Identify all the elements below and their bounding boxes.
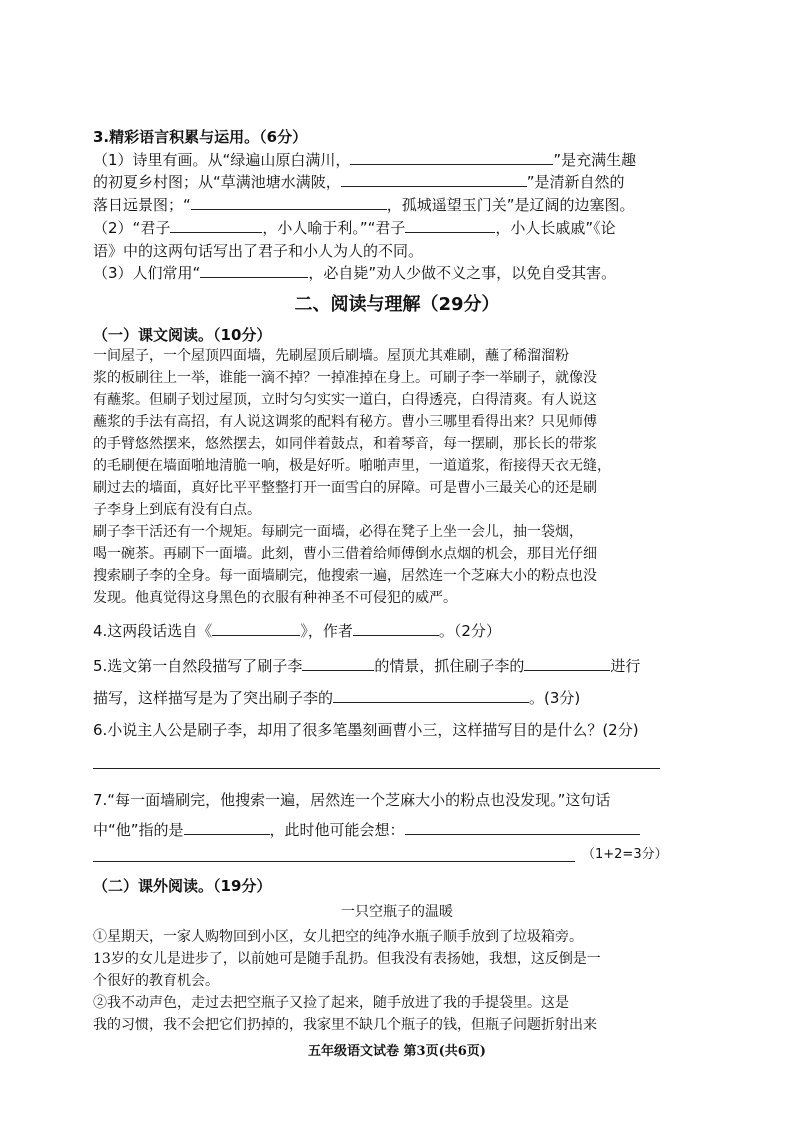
q5-text-a: 5.选文第一自然段描写了刷子李 xyxy=(93,657,303,675)
part-1-title: （一）课文阅读。（10分） xyxy=(93,326,272,344)
q7-line-2 xyxy=(93,820,640,840)
q3-line-2-text-a: 的初夏乡村图；从“草满池塘水满陂， xyxy=(93,173,341,191)
answer-blank[interactable] xyxy=(170,218,262,233)
answer-blank[interactable] xyxy=(333,688,529,703)
passage-line: 喝一碗茶。再刷下一面墙。此刻，曹小三借着给师傅倒水点烟的机会，那目光仔细 xyxy=(93,546,597,562)
answer-blank[interactable] xyxy=(524,656,610,671)
q3-line-6-text-a: （3）人们常用“ xyxy=(93,264,201,282)
passage-line: 的毛刷便在墙面啪地清脆一响，极是好听。啪啪声里，一道道浆，衔接得天衣无缝， xyxy=(93,458,611,474)
q7-text-c: ，此时他可能会想： xyxy=(269,821,405,839)
answer-blank[interactable] xyxy=(405,820,640,835)
q3-line-3-text-b: ，孤城遥望玉门关”是辽阔的边塞图。 xyxy=(386,196,635,214)
passage-line: 发现。他真觉得这身黑色的衣服有种神圣不可侵犯的威严。 xyxy=(93,590,457,606)
passage-line: 一间屋子，一个屋顶四面墙，先刷屋顶后刷墙。屋顶尤其难刷，蘸了稀溜溜粉 xyxy=(93,348,569,364)
passage-line: 刷过去的墙面，真好比平平整整打开一面雪白的屏障。可是曹小三最关心的还是刷 xyxy=(93,480,597,496)
q5-text-b: 的情景，抓住刷子李的 xyxy=(374,657,525,675)
part-2-title: （二）课外阅读。（19分） xyxy=(93,877,272,895)
answer-blank[interactable] xyxy=(212,621,300,636)
q4-text-b: 》，作者 xyxy=(300,622,353,640)
q3-line-5: 语》中的这两句话写出了君子和小人为人的不同。 xyxy=(93,242,424,260)
q3-line-4 xyxy=(93,218,616,238)
q7-text-b: 中“他”指的是 xyxy=(93,821,184,839)
q5-text-c: 进行 xyxy=(610,657,641,675)
q5-line-1 xyxy=(93,656,640,676)
passage-line: 13岁的女儿是进步了，以前她可是随手乱扔。但我没有表扬她，我想，这反倒是一 xyxy=(93,951,601,967)
q3-title: 3.精彩语言积累与运用。（6分） xyxy=(93,128,308,146)
q3-line-6 xyxy=(93,263,616,283)
answer-blank[interactable] xyxy=(191,195,387,210)
answer-blank[interactable] xyxy=(302,656,374,671)
q7-line-1: 7.“每一面墙刷完，他搜索一遍，居然连一个芝麻大小的粉点也没发现。”这句话 xyxy=(93,791,611,809)
passage-line: 搜索刷子李的全身。每一面墙刷完，他搜索一遍，居然连一个芝麻大小的粉点也没 xyxy=(93,568,597,584)
q3-line-4-text-c: ，小人长戚戚”《论 xyxy=(495,219,616,237)
passage-line: 我的习惯，我不会把它们扔掉的，我家里不缺几个瓶子的钱，但瓶子问题折射出来 xyxy=(93,1017,597,1033)
q3-line-2 xyxy=(93,172,625,192)
q3-line-4-text-b: ，小人喻于利。”“君子 xyxy=(262,219,406,237)
q3-line-3 xyxy=(93,195,635,215)
passage-line: ①星期天，一家人购物回到小区，女儿把空的纯净水瓶子顺手放到了垃圾箱旁。 xyxy=(93,929,583,945)
q3-line-1 xyxy=(93,150,636,170)
q4-text-a: 4.这两段话选自《 xyxy=(93,622,213,640)
q4 xyxy=(93,621,501,641)
passage-line: 子李身上到底有没有白点。 xyxy=(93,502,261,518)
q3-line-6-text-b: ，必自毙”劝人少做不义之事，以免自受其害。 xyxy=(308,264,617,282)
q6-answer-line[interactable] xyxy=(93,768,660,769)
section-2-title: 二、阅读与理解（29分） xyxy=(294,294,500,315)
answer-blank[interactable] xyxy=(350,150,553,165)
page-footer: 五年级语文试卷 第3页(共6页) xyxy=(308,1044,486,1059)
passage-line: 个很好的教育机会。 xyxy=(93,973,219,989)
q3-line-3-text-a: 落日远景图；“ xyxy=(93,196,191,214)
q4-text-c: 。（2分） xyxy=(438,622,501,640)
passage-line: ②我不动声色，走过去把空瓶子又捡了起来，随手放进了我的手提袋里。这是 xyxy=(93,995,569,1011)
passage-line: 有蘸浆。但刷子划过屋顶，立时匀匀实实一道白，白得透亮，白得清爽。有人说这 xyxy=(93,392,597,408)
q6-prompt: 6.小说主人公是刷子李，却用了很多笔墨刻画曹小三，这样描写目的是什么？(2分) xyxy=(93,721,639,739)
passage-line: 蘸浆的手法有高招，有人说这调浆的配料有秘方。曹小三哪里看得出来？只见师傅 xyxy=(93,414,597,430)
q3-line-4-text-a: （2）“君子 xyxy=(93,219,171,237)
q7-score: （1+2=3分） xyxy=(582,847,668,862)
passage-line: 浆的板刷往上一举，谁能一滴不掉？一掉准掉在身上。可刷子李一举刷子，就像没 xyxy=(93,370,597,386)
answer-blank[interactable] xyxy=(353,621,439,636)
q5-line-2 xyxy=(93,688,580,708)
passage-line: 刷子李干活还有一个规矩。每刷完一面墙，必得在凳子上坐一会儿，抽一袋烟， xyxy=(93,524,583,540)
passage-line: 的手臂悠然摆来，悠然摆去，如同伴着鼓点，和着琴音，每一摆刷，那长长的带浆 xyxy=(93,436,597,452)
q5-text-d: 描写，这样描写是为了突出刷子李的 xyxy=(93,689,334,707)
q3-line-1-text-b: ”是充满生趣 xyxy=(553,151,637,169)
story-title: 一只空瓶子的温暖 xyxy=(341,904,453,920)
q5-text-e: 。(3分) xyxy=(529,689,581,707)
q7-answer-line[interactable] xyxy=(93,861,575,862)
answer-blank[interactable] xyxy=(341,172,527,187)
q3-line-2-text-b: ”是清新自然的 xyxy=(526,173,625,191)
answer-blank[interactable] xyxy=(200,263,308,278)
answer-blank[interactable] xyxy=(405,218,495,233)
answer-blank[interactable] xyxy=(184,820,270,835)
q3-line-1-text-a: （1）诗里有画。从“绿遍山原白满川， xyxy=(93,151,351,169)
